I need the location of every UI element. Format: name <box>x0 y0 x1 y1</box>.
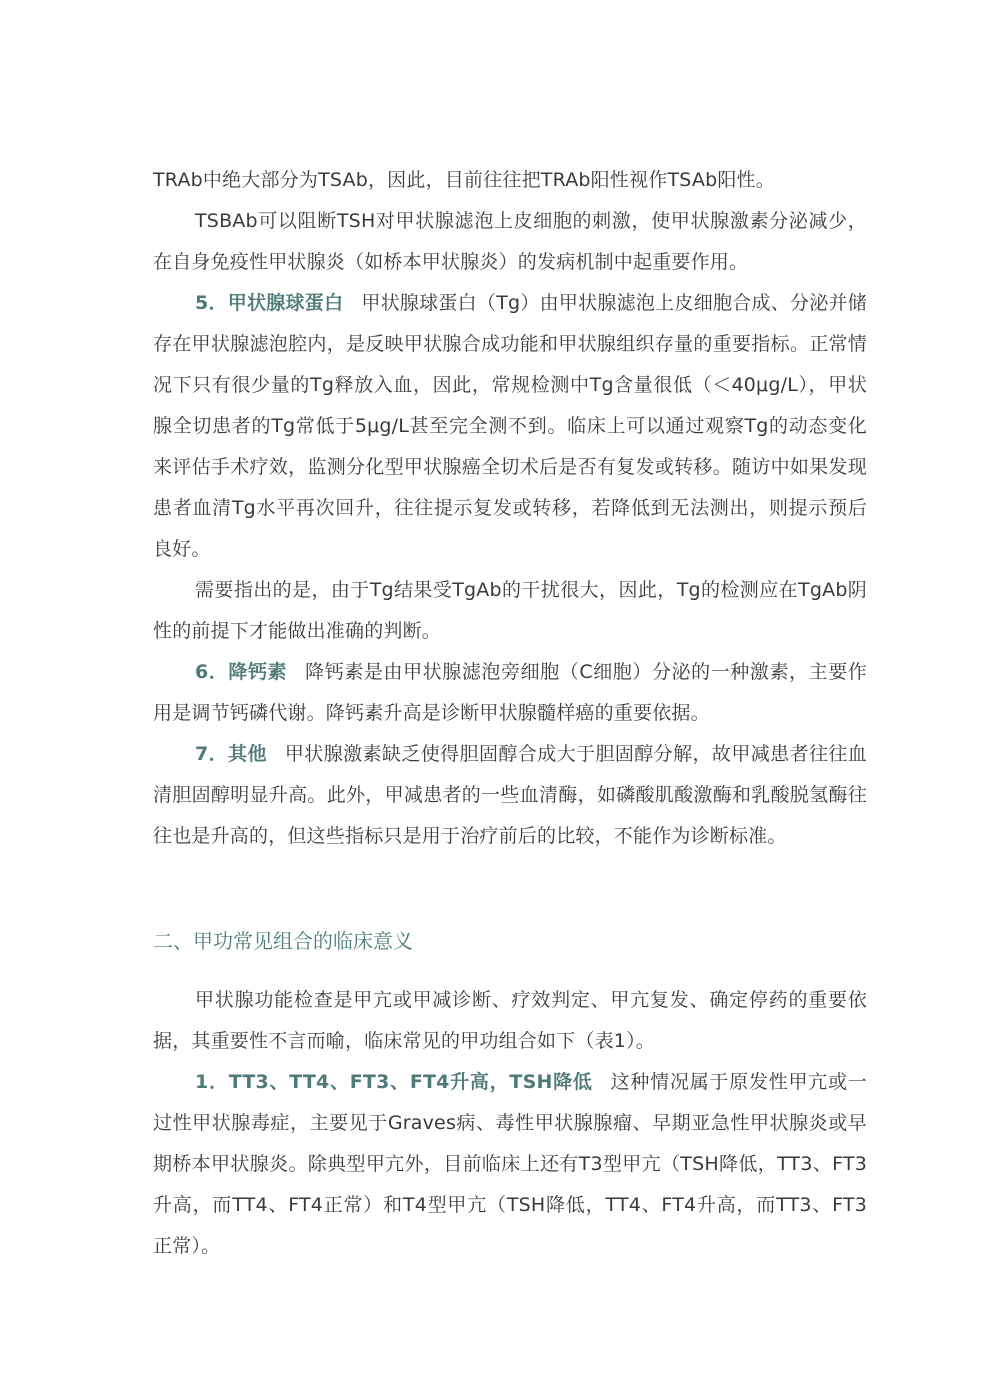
heading-hyperthyroid-combo: 1．TT3、TT4、FT3、FT4升高，TSH降低 <box>195 1071 593 1093</box>
paragraph-others-text: 甲状腺激素缺乏使得胆固醇合成大于胆固醇分解，故甲减患者往往血清胆固醇明显升高。此外，甲减患者的一些血清酶，如磷酸肌酸激酶和乳酸脱氢酶往往也是升高的，但这些指标只是用于治疗前后的比较，不能作为诊断标准。 <box>153 743 867 847</box>
paragraph-thyroid-function-intro-text: 甲状腺功能检查是甲亢或甲减诊断、疗效判定、甲亢复发、确定停药的重要依据，其重要性不言而喻，临床常见的甲功组合如下（表1）。 <box>153 989 867 1052</box>
heading-others: 7．其他 <box>195 743 267 765</box>
paragraph-trab-text: TRAb中绝大部分为TSAb，因此，目前往往把TRAb阳性视作TSAb阳性。 <box>153 169 775 191</box>
heading-calcitonin: 6．降钙素 <box>195 661 288 683</box>
paragraph-thyroglobulin <box>153 283 867 570</box>
paragraph-calcitonin <box>153 652 867 734</box>
section-title: 二、甲功常见组合的临床意义 <box>153 929 413 953</box>
paragraph-tgab-note-text: 需要指出的是，由于Tg结果受TgAb的干扰很大，因此，Tg的检测应在TgAb阴性的前提下才能做出准确的判断。 <box>153 579 867 642</box>
heading-thyroglobulin: 5．甲状腺球蛋白 <box>195 292 344 314</box>
paragraph-calcitonin-text: 降钙素是由甲状腺滤泡旁细胞（C细胞）分泌的一种激素，主要作用是调节钙磷代谢。降钙素升高是诊断甲状腺髓样癌的重要依据。 <box>153 661 867 724</box>
paragraph-trab <box>153 160 867 201</box>
paragraph-tgab-note <box>153 570 867 652</box>
paragraph-others <box>153 734 867 857</box>
paragraph-hyperthyroid-combo <box>153 1062 867 1267</box>
paragraph-thyroglobulin-text: 甲状腺球蛋白（Tg）由甲状腺滤泡上皮细胞合成、分泌并储存在甲状腺滤泡腔内，是反映甲状腺合成功能和甲状腺组织存量的重要指标。正常情况下只有很少量的Tg释放入血，因此，常规检测中Tg含量很低（＜40μg/L），甲状腺全切患者的Tg常低于5μg/L甚至完全测不到。临床上可以通过观察Tg的动态变化来评估手术疗效，监测分化型甲状腺癌全切术后是否有复发或转移。随访中如果发现患者血清Tg水平再次回升，往往提示复发或转移，若降低到无法测出，则提示预后良好。 <box>153 292 867 560</box>
paragraph-hyperthyroid-combo-text: 这种情况属于原发性甲亢或一过性甲状腺毒症，主要见于Graves病、毒性甲状腺腺瘤、早期亚急性甲状腺炎或早期桥本甲状腺炎。除典型甲亢外，目前临床上还有T3型甲亢（TSH降低，TT3、FT3升高，而TT4、FT4正常）和T4型甲亢（TSH降低，TT4、FT4升高，而TT3、FT3正常）。 <box>153 1071 867 1257</box>
paragraph-tsbab-text: TSBAb可以阻断TSH对甲状腺滤泡上皮细胞的刺激，使甲状腺激素分泌减少，在自身免疫性甲状腺炎（如桥本甲状腺炎）的发病机制中起重要作用。 <box>153 210 867 273</box>
paragraph-tsbab <box>153 201 867 283</box>
paragraph-thyroid-function-intro <box>153 980 867 1062</box>
